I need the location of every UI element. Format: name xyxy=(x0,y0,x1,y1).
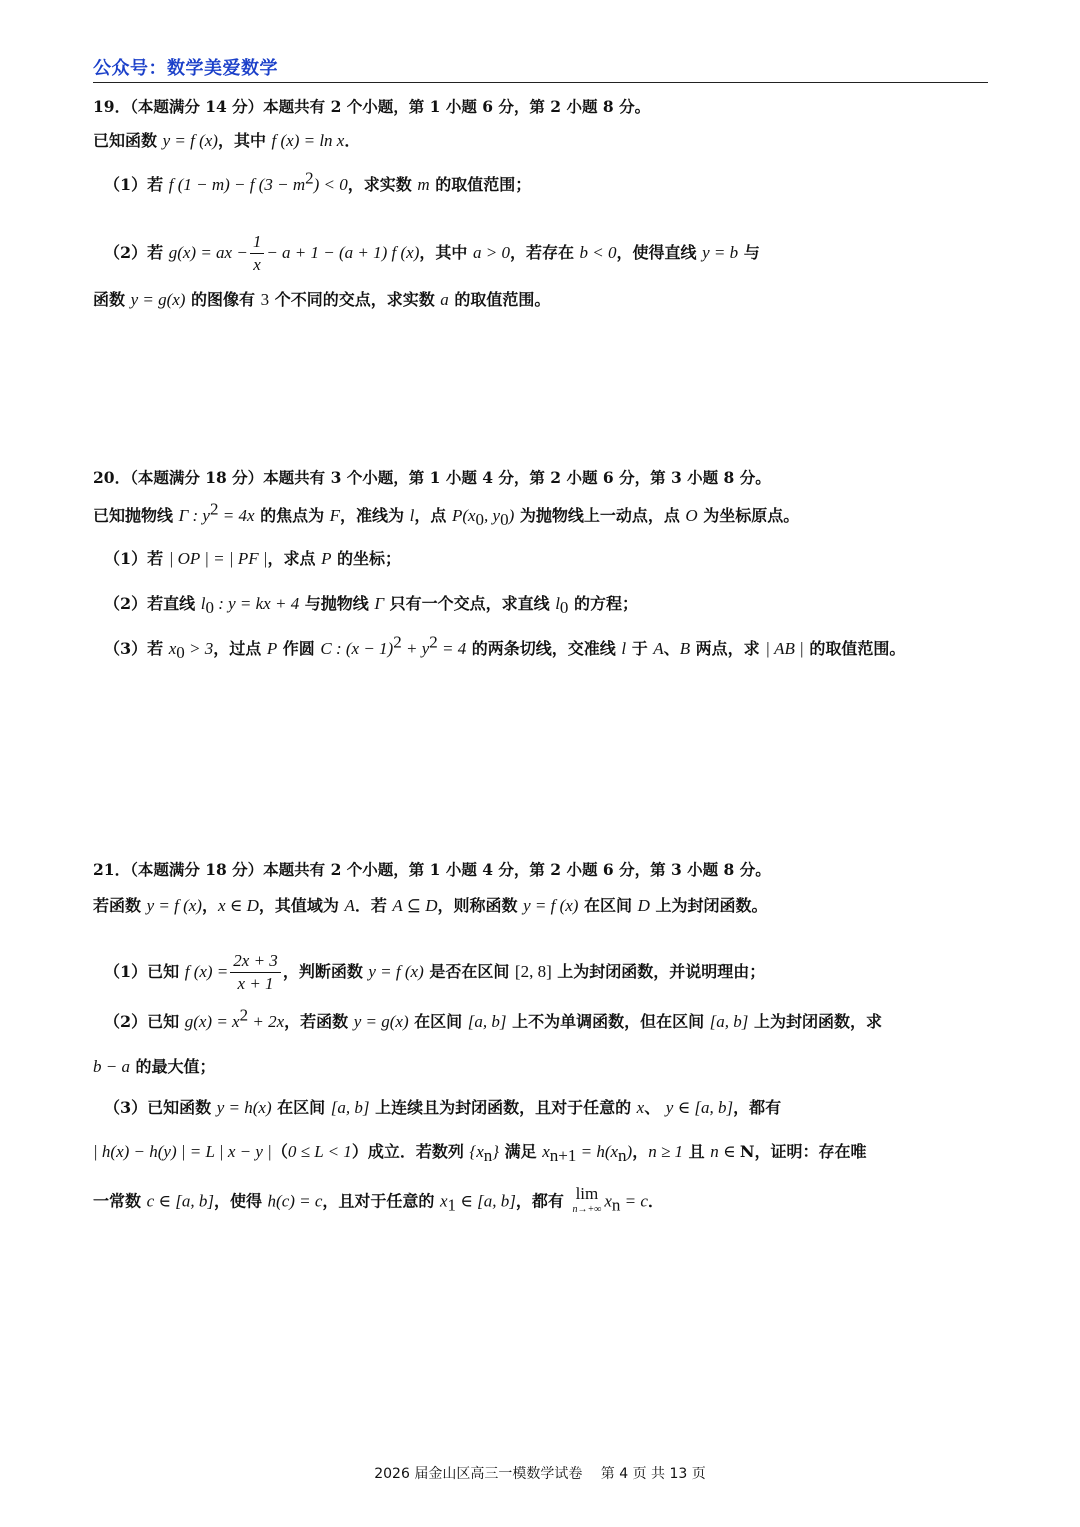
math-segment: l xyxy=(555,594,560,613)
math-segment: P xyxy=(321,549,332,568)
line-q20-l1 xyxy=(93,499,988,530)
line-q20-p2 xyxy=(104,592,988,616)
text-segment: 的最大值； xyxy=(129,1057,216,1076)
text-segment: ． xyxy=(647,1191,664,1211)
limit xyxy=(572,1186,601,1218)
math-segment: = 4x xyxy=(218,506,255,525)
superscript: 2 xyxy=(209,499,219,519)
math-segment: ∈ [a, b] xyxy=(456,1191,516,1211)
text-segment: 、 xyxy=(644,1098,666,1117)
text-segment: 的图像有 xyxy=(185,290,261,309)
math-segment: f (1 − m) − f (3 − m xyxy=(168,175,306,194)
text-segment: 的取值范围。 xyxy=(448,290,551,309)
math-segment: y = f (x) xyxy=(523,896,579,915)
text-segment: 上为封闭函数，并说明理由； xyxy=(551,962,766,981)
math-segment: n ≥ 1 xyxy=(648,1142,684,1161)
math-segment: y = f (x) xyxy=(368,962,424,981)
text-segment: 19．（本题满分 14 分）本题共有 2 个小题，第 1 小题 6 分，第 2 小题 8 分。 xyxy=(93,97,651,116)
text-segment: 在区间 xyxy=(408,1012,468,1031)
math-segment: [a, b] xyxy=(467,1012,507,1031)
text-segment: ，求点 xyxy=(267,549,322,568)
math-segment: g(x) = x xyxy=(184,1012,240,1031)
math-segment: } xyxy=(492,1142,500,1161)
math-segment: x ∈ D xyxy=(217,896,259,915)
page-footer: 2026 届金山区高三一模数学试卷 第 4 页 共 13 页 xyxy=(374,1466,706,1482)
math-segment: b − a xyxy=(93,1057,130,1076)
text-segment: （3）已知函数 xyxy=(104,1098,217,1117)
math-segment: y = b xyxy=(702,243,739,262)
superscript: 2 xyxy=(429,632,438,652)
subscript: 0 xyxy=(475,510,485,530)
math-segment: ) < 0 xyxy=(313,175,348,194)
text-segment: 为抛物线上一动点，点 xyxy=(514,506,686,525)
text-segment: 两点，求 xyxy=(690,639,766,658)
line-q19-p2b xyxy=(93,288,988,312)
math-segment: f (x) = xyxy=(184,962,229,981)
text-segment: 20．（本题满分 18 分）本题共有 3 个小题，第 1 小题 4 分，第 2 小题 6 分，第 3 小题 8 分。 xyxy=(93,468,771,487)
line-q19-p1 xyxy=(104,168,988,197)
text-segment: 与 xyxy=(738,243,760,262)
text-segment: 一常数 xyxy=(93,1191,147,1211)
math-segment: y = g(x) xyxy=(130,290,186,309)
superscript: 2 xyxy=(305,168,314,188)
math-segment: {x xyxy=(469,1142,484,1161)
math-segment: f (x) = ln x xyxy=(271,131,345,150)
fraction xyxy=(250,231,265,276)
math-segment: 0 ≤ L < 1 xyxy=(287,1142,352,1161)
header-title: 公众号：数学美爱数学 xyxy=(93,58,278,79)
text-segment: ，其中 xyxy=(217,131,272,150)
text-segment: 、 xyxy=(663,639,680,658)
text-segment: 的取值范围； xyxy=(429,175,532,194)
math-segment: x xyxy=(440,1191,448,1211)
text-segment: （ xyxy=(271,1142,288,1161)
text-segment: 是否在区间 xyxy=(423,962,515,981)
text-segment: 上连续且为封闭函数，且对于任意的 xyxy=(369,1098,637,1117)
line-q19-head xyxy=(93,95,988,119)
text-segment: 21．（本题满分 18 分）本题共有 2 个小题，第 1 小题 4 分，第 2 小题 6 分，第 3 小题 8 分。 xyxy=(93,860,771,879)
text-segment: 已知抛物线 xyxy=(93,506,179,525)
fraction xyxy=(230,950,281,995)
line-q21-p3c xyxy=(93,1186,988,1218)
math-segment: y = f (x) xyxy=(146,896,202,915)
text-segment: 已知函数 xyxy=(93,131,163,150)
text-segment: （1）已知 xyxy=(104,962,185,981)
text-segment: （2）已知 xyxy=(104,1012,185,1031)
line-q20-head xyxy=(93,466,988,490)
math-segment: , y xyxy=(484,506,501,525)
math-number: 3 xyxy=(260,290,270,309)
text-segment: ，点 xyxy=(414,506,452,525)
math-segment: n ∈ xyxy=(710,1142,740,1161)
math-segment: C : (x − 1) xyxy=(320,639,394,658)
math-segment: c ∈ [a, b] xyxy=(146,1191,214,1211)
math-segment: x xyxy=(636,1098,645,1117)
math-segment: : y = kx + 4 xyxy=(213,594,300,613)
text-segment: 的焦点为 xyxy=(254,506,330,525)
text-segment: 的方程； xyxy=(568,594,638,613)
text-segment: ，都有 xyxy=(733,1098,782,1117)
math-segment: l xyxy=(409,506,415,525)
math-segment: D xyxy=(637,896,650,915)
text-segment: N，证明：存在唯 xyxy=(739,1142,867,1161)
text-segment: 的两条切线，交准线 xyxy=(466,639,622,658)
superscript: 2 xyxy=(393,632,402,652)
text-segment: 在区间 xyxy=(578,896,638,915)
math-segment: O xyxy=(685,506,698,525)
text-segment: ， xyxy=(632,1142,649,1161)
math-segment: y = h(x) xyxy=(216,1098,272,1117)
line-q19-p2 xyxy=(104,231,988,276)
text-segment: 于 xyxy=(626,639,654,658)
math-segment: A xyxy=(653,639,664,658)
text-segment: ，准线为 xyxy=(340,506,410,525)
text-segment: ）成立．若数列 xyxy=(351,1142,470,1161)
subscript: 0 xyxy=(176,643,185,663)
math-segment: ) xyxy=(508,506,515,525)
math-segment: a > 0 xyxy=(472,243,510,262)
math-segment: a xyxy=(440,290,449,309)
math-segment: x xyxy=(168,639,177,658)
math-segment: | h(x) − h(y) | = L | x − y | xyxy=(93,1142,272,1161)
math-segment: y = f (x) xyxy=(162,131,218,150)
text-segment: 上为封闭函数。 xyxy=(649,896,768,915)
text-segment: ，使得直线 xyxy=(616,243,703,262)
math-segment: x xyxy=(542,1142,550,1161)
fraction-numerator: 1 xyxy=(250,231,265,254)
text-segment: ，若函数 xyxy=(284,1012,354,1031)
text-segment: 只有一个交点，求直线 xyxy=(384,594,556,613)
line-q21-p3b xyxy=(93,1140,988,1164)
text-segment: ，其中 xyxy=(419,243,473,262)
subscript: 0 xyxy=(205,598,214,618)
math-segment: h(c) = c xyxy=(267,1191,323,1211)
text-segment: ，过点 xyxy=(213,639,267,658)
math-segment: g(x) = ax − xyxy=(168,243,248,262)
fraction-denominator: x xyxy=(253,255,261,274)
text-segment: 作圆 xyxy=(277,639,321,658)
math-segment: B xyxy=(679,639,691,658)
line-q19-l1 xyxy=(93,129,988,153)
math-segment: = h(x xyxy=(576,1142,619,1161)
line-q20-p3 xyxy=(104,632,988,663)
math-segment: A xyxy=(344,896,355,915)
math-segment: + 2x xyxy=(248,1012,285,1031)
math-segment: m xyxy=(417,175,430,194)
subscript: 0 xyxy=(500,510,509,530)
math-segment: Γ : y xyxy=(178,506,210,525)
math-segment: > 3 xyxy=(184,639,214,658)
math-segment: [a, b] xyxy=(709,1012,749,1031)
math-segment: | OP | = | PF | xyxy=(168,549,268,568)
text-segment: 个不同的交点，求实数 xyxy=(269,290,441,309)
math-segment: + y xyxy=(401,639,430,658)
math-segment: P(x xyxy=(451,506,476,525)
text-segment: （1）若 xyxy=(104,549,169,568)
math-segment: F xyxy=(329,506,341,525)
text-segment: ，使得 xyxy=(213,1191,268,1211)
math-segment: y = g(x) xyxy=(353,1012,409,1031)
text-segment: 若函数 xyxy=(93,896,147,915)
text-segment: 为坐标原点。 xyxy=(697,506,800,525)
math-segment: l xyxy=(621,639,627,658)
text-segment: （3）若 xyxy=(104,639,169,658)
limit-subscript: n→+∞ xyxy=(572,1204,602,1215)
subscript: n xyxy=(618,1146,627,1166)
limit-word: lim xyxy=(575,1184,599,1203)
math-segment: A ⊆ D xyxy=(392,896,438,915)
line-q20-p1 xyxy=(104,547,988,571)
math-segment: = c xyxy=(620,1191,648,1211)
superscript: 2 xyxy=(239,1005,249,1025)
text-segment: （1）若 xyxy=(104,175,169,194)
line-q21-p2b xyxy=(93,1055,988,1079)
math-segment: ) xyxy=(626,1142,633,1161)
text-segment: ，则称函数 xyxy=(437,896,524,915)
text-segment: 在区间 xyxy=(271,1098,331,1117)
text-segment: ． xyxy=(344,131,361,150)
text-segment: （2）若 xyxy=(104,243,169,262)
math-segment: − a + 1 − (a + 1) f (x) xyxy=(266,243,420,262)
text-segment: （2）若直线 xyxy=(104,594,201,613)
math-segment: | AB | xyxy=(765,639,804,658)
math-segment: = 4 xyxy=(437,639,467,658)
subscript: 0 xyxy=(559,598,569,618)
text-segment: ，都有 xyxy=(515,1191,570,1211)
math-segment: l xyxy=(200,594,206,613)
math-segment: [a, b] xyxy=(330,1098,370,1117)
page-header xyxy=(93,54,988,83)
fraction-denominator: x + 1 xyxy=(237,974,274,993)
subscript: n xyxy=(483,1146,493,1166)
text-segment: 与抛物线 xyxy=(299,594,375,613)
line-q21-p2 xyxy=(104,1005,988,1034)
text-segment: 且 xyxy=(683,1142,711,1161)
text-segment: ，其值域为 xyxy=(258,896,345,915)
text-segment: 函数 xyxy=(93,290,131,309)
fraction-numerator: 2x + 3 xyxy=(230,950,281,973)
text-segment: ，若存在 xyxy=(509,243,580,262)
text-segment: ．若 xyxy=(354,896,393,915)
text-segment: 的取值范围。 xyxy=(803,639,906,658)
subscript: n+1 xyxy=(549,1146,577,1166)
math-segment: P xyxy=(266,639,278,658)
text-segment: ，且对于任意的 xyxy=(322,1191,440,1211)
math-number: [2, 8] xyxy=(514,962,552,981)
text-segment: 的坐标； xyxy=(331,549,402,568)
math-segment: b < 0 xyxy=(579,243,617,262)
line-q21-p3 xyxy=(104,1096,988,1120)
text-segment: 满足 xyxy=(499,1142,543,1161)
math-segment: Γ xyxy=(374,594,385,613)
text-segment: ， xyxy=(201,896,218,915)
line-q21-p1 xyxy=(104,950,988,995)
math-segment: x xyxy=(604,1191,612,1211)
line-q21-head xyxy=(93,858,988,882)
subscript: n xyxy=(611,1195,621,1215)
text-segment: ，判断函数 xyxy=(282,962,369,981)
subscript: 1 xyxy=(447,1195,457,1215)
math-segment: y ∈ [a, b] xyxy=(665,1098,734,1117)
text-segment: 上不为单调函数，但在区间 xyxy=(506,1012,710,1031)
line-q21-l1 xyxy=(93,894,988,918)
text-segment: ，求实数 xyxy=(347,175,418,194)
text-segment: 上为封闭函数，求 xyxy=(748,1012,882,1031)
